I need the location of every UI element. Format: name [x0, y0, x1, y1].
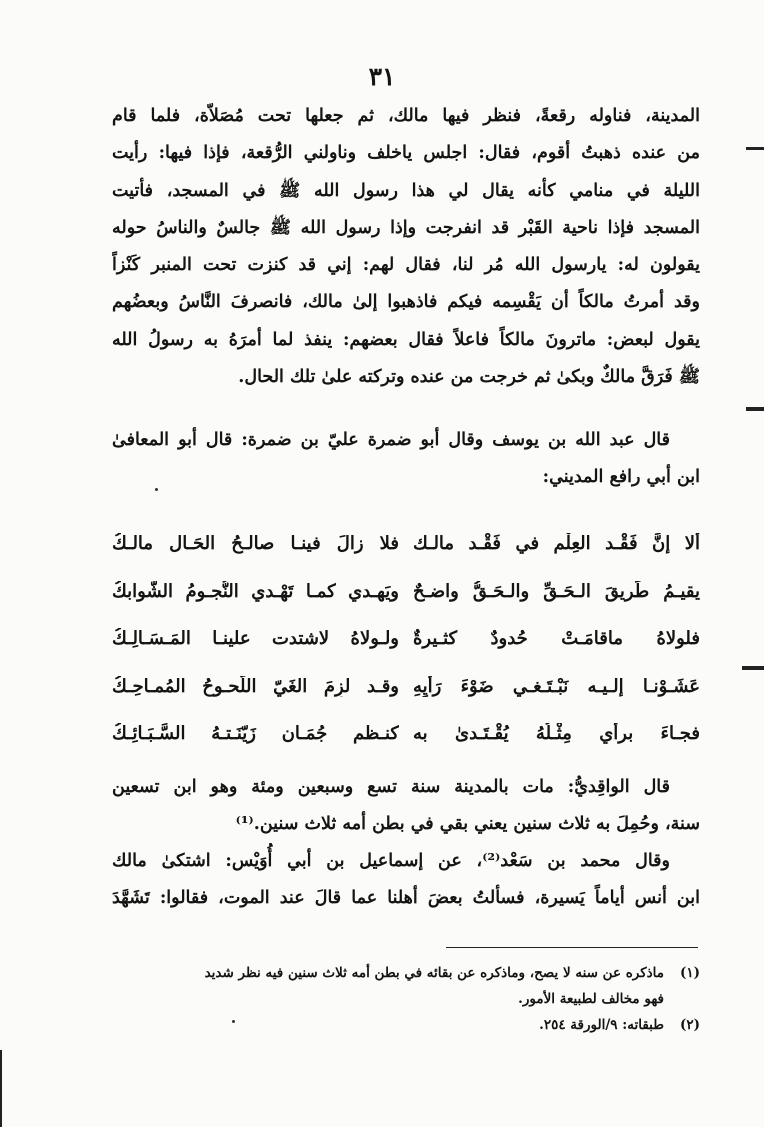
text-line: قال الواقِديُّ: مات بالمدينة سنة تسع وسبعين ومئة وهو ابن تسعين: [112, 777, 670, 797]
footnote: [130, 1012, 700, 1038]
paragraph-ibn-sad: [112, 843, 700, 918]
scan-edge-mark: [746, 407, 764, 411]
footnote-number: (١): [679, 965, 700, 981]
verse-second-hemistich: ويَهـدي كمـا تَهْـدي النُّجـومُ الشَّوابكُ: [112, 580, 399, 602]
footnotes: [130, 960, 700, 1038]
paragraph-dream-narrative: [112, 98, 700, 396]
text-line: ابن أبي رافع المديني:: [542, 467, 700, 488]
page-number: ٣١: [368, 62, 396, 91]
text-line: سنة، وحُمِلَ به ثلاث سنين يعني بقي في بطن أمه ثلاث سنين.⁽¹⁾: [235, 814, 700, 835]
paragraph-waqidi: [112, 769, 700, 844]
poem-verse: [112, 568, 700, 616]
footnote-continuation: [130, 986, 700, 1012]
poem-verse: [112, 615, 700, 663]
text-line: وقال محمد بن سَعْد⁽²⁾، عن إسماعيل بن أبي أُوَيْس: اشتكىٰ مالك: [112, 851, 670, 871]
text-line: يقولون له: يارسول الله مُر لنا، فقال لهم: إني قد كنزت تحت المنبر كَنْزاً: [112, 255, 700, 276]
scan-speck: [232, 1020, 235, 1023]
text-line: الليلة في منامي كأنه يقال لي هذا رسول الله ﷺ في المسجد، فأتيت: [112, 180, 700, 201]
scan-speck: [155, 488, 158, 491]
verse-first-hemistich: ألا إنَّ فَقْـد العِلْم في فَقْـد مالـك: [413, 533, 700, 555]
text-line: ابن أنس أياماً يَسيرة، فسألتُ بعضَ أهلنا عما قالَ عند الموت، فقالوا: تَشَهَّدَ: [112, 888, 700, 909]
text-line: المدينة، فناوله رقعةً، فنظر فيها مالك، ثم جعلها تحت مُصَلاّة، فلما قام: [112, 106, 700, 126]
verse-second-hemistich: كنـظم جُمَـان زَيّنَـتـهُ السَّـبَـائِـكُ: [112, 723, 399, 745]
verse-first-hemistich: فجـاءَ برأيٍ مِثْـلُهُ يُقْـتَـدىٰ به: [413, 723, 700, 745]
poem: [112, 520, 700, 758]
paragraph-poem-intro: [112, 422, 700, 497]
verse-first-hemistich: يقيـمُ طَريقَ الـحَـقِّ والـحَـقُّ واضـحٌ: [413, 580, 700, 602]
verse-second-hemistich: فلا زالَ فينـا صالـحُ الحَـال مالـكُ: [112, 533, 399, 555]
footnote-text: طبقاته: ٩/الورقة ٢٥٤.: [539, 1017, 664, 1033]
text-line: من عنده ذهبتُ أقوم، فقال: اجلس ياخلف وناولني الرُّقعة، فإذا فيها: رأيت: [112, 143, 700, 164]
text-line: المسجد فإذا ناحية القَبْر قد انفرجت وإذا رسول الله ﷺ جالسٌ والناسُ حوله: [112, 217, 700, 238]
text-line: قال عبد الله بن يوسف وقال أبو ضمرة عليّ بن ضمرة: قال أبو المعافىٰ: [112, 430, 670, 450]
poem-verse: [112, 520, 700, 568]
verse-second-hemistich: وقـد لزِمَ الغَيّ اللَّحـوحُ المُمـاحِـكُ: [112, 675, 399, 697]
footnote-text: ماذكره عن سنه لا يصح، وماذكره عن بقائه في بطن أمه ثلاث سنين فيه نظر شديد: [204, 965, 664, 981]
scan-edge-mark: [742, 666, 764, 670]
text-line: يقول لبعض: ماترونَ مالكاً فاعلاً فقال بعضهم: ينفذ لما أمرَهُ به رسولُ الله: [112, 329, 700, 350]
verse-first-hemistich: عَشَـوْنـا إلـيـه نَبْـتَـغـي ضَوْءَ رَأيِهِ: [413, 675, 700, 697]
footnote-number: [664, 986, 700, 1012]
scan-edge-mark: [746, 147, 764, 150]
footnote-divider: [446, 947, 698, 948]
text-line: ﷺ فَرَقَّ مالكٌ وبكىٰ ثم خرجت من عنده وتركته علىٰ تلك الحال.: [238, 367, 700, 388]
text-line: وقد أمرتُ مالكاً أن يَقْسِمه فيكم فاذهبوا إلىٰ مالك، فانصرفَ النَّاسُ وبعضُهم: [112, 292, 700, 313]
verse-first-hemistich: فلولاهُ ماقامَـتْ حُدودٌ كثـيرةٌ: [413, 628, 700, 650]
footnote-text: فهو مخالف لطبيعة الأمور.: [518, 991, 664, 1007]
verse-second-hemistich: ولـولاهُ لاشتدت علينـا المَـسَـالِـكُ: [112, 628, 399, 650]
footnote-number: (٢): [679, 1017, 700, 1033]
footnote: [130, 960, 700, 986]
poem-verse: [112, 663, 700, 711]
scan-binding-edge: [0, 1050, 2, 1127]
poem-verse: [112, 710, 700, 758]
